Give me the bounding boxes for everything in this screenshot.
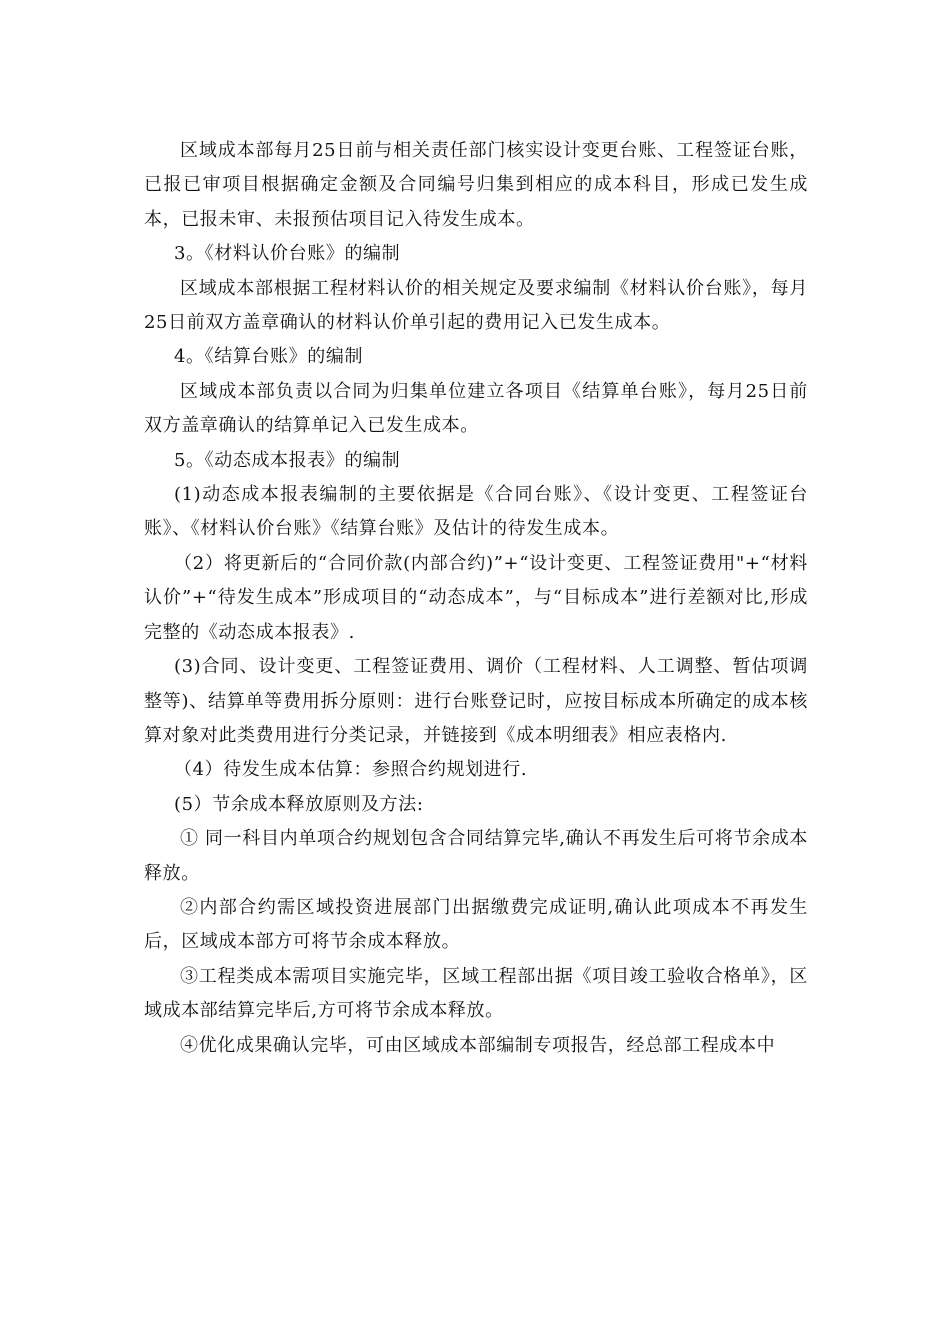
paragraph-item-3: (3)合同、设计变更、工程签证费用、调价（工程材料、人工调整、暂估项调整等)、结算单等费用拆分原则：进行台账登记时，应按目标成本所确定的成本核算对象对此类费用进行分类记录，并链接到《成本明细表》相应表格内. xyxy=(144,656,808,746)
paragraph-release-4: ④优化成果确认完毕，可由区域成本部编制专项报告，经总部工程成本中 xyxy=(180,1034,776,1056)
paragraph-release-2: ②内部合约需区域投资进展部门出据缴费完成证明,确认此项成本不再发生后，区域成本部方可将节余成本释放。 xyxy=(144,896,808,953)
heading-dynamic-cost-report: 5。《动态成本报表》的编制 xyxy=(174,449,401,471)
heading-settlement-ledger: 4。《结算台账》的编制 xyxy=(174,346,364,368)
paragraph-item-1: (1)动态成本报表编制的主要依据是《合同台账》、《设计变更、工程签证台账》、《材料认价台账》《结算台账》及估计的待发生成本。 xyxy=(144,484,808,540)
paragraph-release-1: ① 同一科目内单项合约规划包含合同结算完毕,确认不再发生后可将节余成本释放。 xyxy=(144,828,808,884)
paragraph-release-3: ③工程类成本需项目实施完毕，区域工程部出据《项目竣工验收合格单》，区域成本部结算完毕后,方可将节余成本释放。 xyxy=(144,965,808,1022)
paragraph-change-ledger: 区域成本部每月25日前与相关责任部门核实设计变更台账、工程签证台账，已报已审项目根据确定金额及合同编号归集到相应的成本科目，形成已发生成本，已报未审、未报预估项目记入待发生成本。 xyxy=(144,140,808,230)
document-body xyxy=(144,134,808,1063)
paragraph-item-4: （4）待发生成本估算：参照合约规划进行. xyxy=(174,759,528,781)
paragraph-material-price-ledger: 区域成本部根据工程材料认价的相关规定及要求编制《材料认价台账》，每月25日前双方盖章确认的材料认价单引起的费用记入已发生成本。 xyxy=(144,277,808,334)
heading-material-price-ledger: 3。《材料认价台账》的编制 xyxy=(174,243,401,265)
paragraph-item-2: （2）将更新后的“合同价款(内部合约)”+“设计变更、工程签证费用"+“材料认价”+“待发生成本”形成项目的“动态成本”，与“目标成本”进行差额对比,形成完整的《动态成本报表》. xyxy=(144,552,808,643)
paragraph-settlement-ledger: 区域成本部负责以合同为归集单位建立各项目《结算单台账》，每月25日前双方盖章确认的结算单记入已发生成本。 xyxy=(144,380,808,437)
paragraph-item-5: (5）节余成本释放原则及方法: xyxy=(174,793,424,815)
